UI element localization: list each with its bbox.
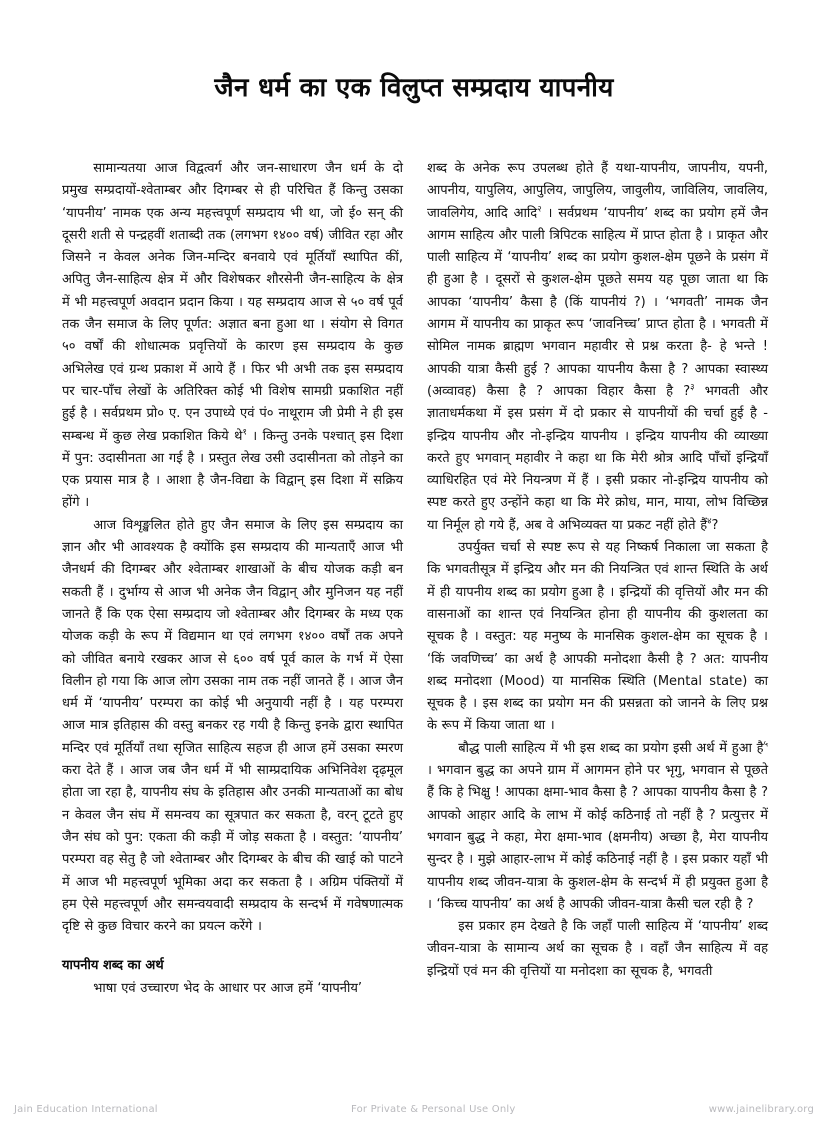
paragraph-text: सामान्यतया आज विद्वत्वर्ग और जन-साधारण जैन धर्म के दो प्रमुख सम्प्रदायों-श्वेताम्बर और दिगम्बर से ही परिचित हैं किन्तु उसका ‘यापनीय’ नामक एक अन्य महत्त्वपूर्ण सम्प्रदाय भी था, जो ई० सन् की दूसरी शती से पन्द्रहवीं शताब्दी तक (लगभग १४०० वर्ष) जीवित रहा और जिसने न केवल अनेक जिन-मन्दिर बनवाये एवं मूर्तियाँ स्थापित कीं, अपितु जैन-साहित्य क्षेत्र में और विशेषकर शौरसेनी जैन-साहित्य के क्षेत्र में भी महत्त्वपूर्ण अवदान प्रदान किया । यह सम्प्रदाय आज से ५० वर्ष पूर्व तक जैन समाज के लिए पूर्णत: अज्ञात बना हुआ था । संयोग से विगत ५० वर्षों की शोधात्मक प्रवृत्तियों के कारण इस सम्प्रदाय के कुछ अभिलेख एवं ग्रन्थ प्रकाश में आये हैं । फिर भी अभी तक इस सम्प्रदाय पर चार-पाँच लेखों के अतिरिक्त कोई भी विशेष सामग्री प्रकाशित नहीं हुई है । सर्वप्रथम प्रो० ए. एन उपाध्ये एवं पं० नाथूराम जी प्रेमी ने ही इस सम्बन्ध में कुछ लेख प्रकाशित किये थे	[62, 161, 403, 444]
footnote-marker: १	[242, 427, 247, 438]
footer-organization: Jain Education International	[14, 1104, 158, 1115]
paragraph	[62, 978, 403, 1000]
left-column	[62, 158, 405, 1000]
paragraph-text-continued: ?	[711, 517, 719, 533]
paragraph	[427, 738, 768, 916]
paragraph	[427, 916, 768, 983]
paragraph-text: इस प्रकार हम देखते है कि जहाँ पाली साहित्य में ‘यापनीय’ शब्द जीवन-यात्रा के सामान्य अर्थ का सूचक है । वहाँ जैन साहित्य में वह इन्द्रियों एवं मन की वृत्तियों या मनोदशा का सूचक है, भगवती	[427, 919, 768, 979]
paragraph-text: भाषा एवं उच्चारण भेद के आधार पर आज हमें ‘यापनीय’	[93, 980, 363, 996]
paragraph-text-continued: । भगवान बुद्ध का अपने ग्राम में आगमन होने पर भृगु, भगवान से पूछते हैं कि हे भिक्षु ! आपका क्षमा-भाव कैसा है ? आपका यापनीय कैसा है ? आपको आहार आदि के लाभ में कोई कठिनाई तो नहीं है ? प्रत्युत्तर में भगवान बुद्ध ने कहा, मेरा क्षमा-भाव (क्षमनीय) अच्छा है, मेरा यापनीय सुन्दर है । मुझे आहार-लाभ में कोई कठिनाई नहीं है । इस प्रकार यहाँ भी यापनीय शब्द जीवन-यात्रा के कुशल-क्षेम के सन्दर्भ में ही प्रयुक्त हुआ है । ‘किच्च यापनीय’ का अर्थ है आपकी जीवन-यात्रा कैसी चल रही है ?	[427, 763, 768, 912]
paragraph-text: शब्द के अनेक रूप उपलब्ध होते हैं यथा-यापनीय, जापनीय, यपनी, आपनीय, यापुलिय, आपुलिय, जापुलिय, जावुलीय, जाविलिय, जावलिय, जावलिगेय, आदि आदि	[427, 161, 768, 221]
paragraph	[62, 515, 403, 939]
footer-website-link[interactable]: www.jainelibrary.org	[708, 1104, 814, 1115]
page-title-container	[0, 72, 828, 105]
two-column-body	[62, 158, 768, 1038]
paragraph-text: आज विशृङ्खलित होते हुए जैन समाज के लिए इस सम्प्रदाय का ज्ञान और भी आवश्यक है क्योंकि इस सम्प्रदाय की मान्यताएँ आज भी जैनधर्म की दिगम्बर और श्वेताम्बर शाखाओं के बीच योजक कड़ी बन सकती हैं । दुर्भाग्य से आज भी अनेक जैन विद्वान् और मुनिजन यह नहीं जानते हैं कि एक ऐसा सम्प्रदाय जो श्वेताम्बर और दिगम्बर के मध्य एक योजक कड़ी के रूप में विद्यमान था एवं लगभग १४०० वर्षों तक अपने को जीवित बनाये रखकर आज से ६०० वर्ष पूर्व काल के गर्भ में ऐसा विलीन हो गया कि आज लोग उसका नाम तक नहीं जानते हैं । आज जैन धर्म में ‘यापनीय’ परम्परा का कोई भी अनुयायी नहीं है । यह परम्परा आज मात्र इतिहास की वस्तु बनकर रह गयी है किन्तु इनके द्वारा स्थापित मन्दिर एवं मूर्तियाँ तथा सृजित साहित्य सहज ही आज हमें उसका स्मरण करा देते हैं । आज जब जैन धर्म में भी साम्प्रदायिक अभिनिवेश दृढ़मूल होता जा रहा है, यापनीय संघ के इतिहास और उनकी मान्यताओं का बोध न केवल जैन संघ में समन्वय का सूत्रपात कर सकता है, वरन् टूटते हुए जैन संघ को पुन: एकता की कड़ी में जोड़ सकता है । वस्तुत: ‘यापनीय’ परम्परा वह सेतु है जो श्वेताम्बर और दिगम्बर के बीच की खाई को पाटने में आज भी महत्त्वपूर्ण भूमिका अदा कर सकता है । अग्रिम पंक्तियों में हम ऐसे महत्त्वपूर्ण और समन्वयवादी सम्प्रदाय के सन्दर्भ में गवेषणात्मक दृष्टि से कुछ विचार करने का प्रयत्न करेंगे ।	[62, 517, 403, 935]
footnote-marker: ४	[707, 516, 712, 527]
paragraph-text-continued: । किन्तु उनके पश्चात् इस दिशा में पुन: उदासीनता आ गई है । प्रस्तुत लेख उसी उदासीनता को तोड़ने का एक प्रयास मात्र है । आशा है जैन-विद्या के विद्वान् इस दिशा में सक्रिय होंगे ।	[62, 428, 403, 511]
footnote-marker: २	[537, 204, 542, 215]
section-subheading: यापनीय शब्द का अर्थ	[62, 958, 164, 974]
footer-usage-notice: For Private & Personal Use Only	[350, 1104, 516, 1115]
paragraph-text: उपर्युक्त चर्चा से स्पष्ट रूप से यह निष्कर्ष निकाला जा सकता है कि भगवतीसूत्र में इन्द्रिय और मन की नियन्त्रित एवं शान्त स्थिति के अर्थ में ही यापनीय शब्द का प्रयोग हुआ है । इन्द्रियों की वृत्तियों और मन की वासनाओं का शान्त एवं नियन्त्रित होना ही यापनीय की कुशलता का सूचक है । वस्तुत: यह मनुष्य के मानसिक कुशल-क्षेम का सूचक है । ‘किं जवणिच्च’ का अर्थ है आपकी मनोदशा कैसी है ? अत: यापनीय शब्द मनोदशा (Mood) या मानसिक स्थिति (Mental state) का सूचक है । इस शब्द का प्रयोग मन की प्रसन्नता को जानने के लिए प्रश्न के रूप में किया जाता था ।	[427, 540, 768, 734]
footnote-marker: ३	[690, 382, 695, 393]
paragraph-text-continued: भगवती और ज्ञाताधर्मकथा में इस प्रसंग में दो प्रकार से यापनीयों की चर्चा हुई है - इन्द्रिय यापनीय और नो-इन्द्रिय यापनीय । इन्द्रिय यापनीय की व्याख्या करते हुए भगवान् महावीर ने कहा था कि मेरी श्रोत्र आदि पाँचों इन्द्रियाँ व्याधिरहित एवं मेरे नियन्त्रण में हैं । इसी प्रकार नो-इन्द्रिय यापनीय को स्पष्ट करते हुए उन्होंने कहा था कि मेरे क्रोध, मान, माया, लोभ विच्छिन्न या निर्मूल हो गये हैं, अब वे अभिव्यक्त या प्रकट नहीं होते हैं	[427, 383, 769, 533]
paragraph-text-continued: । सर्वप्रथम ‘यापनीय’ शब्द का प्रयोग हमें जैन आगम साहित्य और पाली त्रिपिटक साहित्य में प्राप्त होता है । प्राकृत और पाली साहित्य में ‘यापनीय’ शब्द का प्रयोग कुशल-क्षेम पूछने के प्रसंग में ही हुआ है । दूसरों से कुशल-क्षेम पूछते समय यह पूछा जाता था कि आपका ‘यापनीय’ कैसा है (किं यापनीयं ?) । ‘भगवती’ नामक जैन आगम में यापनीय का प्राकृत रूप ‘जावनिच्च’ प्राप्त होता है । भगवती में सोमिल नामक ब्राह्मण भगवान महावीर से प्रश्न करता है- हे भन्ते ! आपकी यात्रा कैसी हुई ? आपका यापनीय कैसा है ? आपका स्वास्थ्य (अव्वावह) कैसा है ? आपका विहार कैसा है ?	[427, 205, 768, 399]
page-title: जैन धर्म का एक विलुप्त सम्प्रदाय यापनीय	[214, 73, 614, 103]
paragraph	[427, 537, 768, 738]
paragraph	[62, 158, 403, 515]
page-footer	[0, 1104, 828, 1115]
right-column	[425, 158, 768, 983]
footnote-marker: ५	[763, 739, 768, 750]
paragraph-text: बौद्ध पाली साहित्य में भी इस शब्द का प्रयोग इसी अर्थ में हुआ है	[458, 740, 764, 756]
paragraph	[427, 158, 768, 537]
